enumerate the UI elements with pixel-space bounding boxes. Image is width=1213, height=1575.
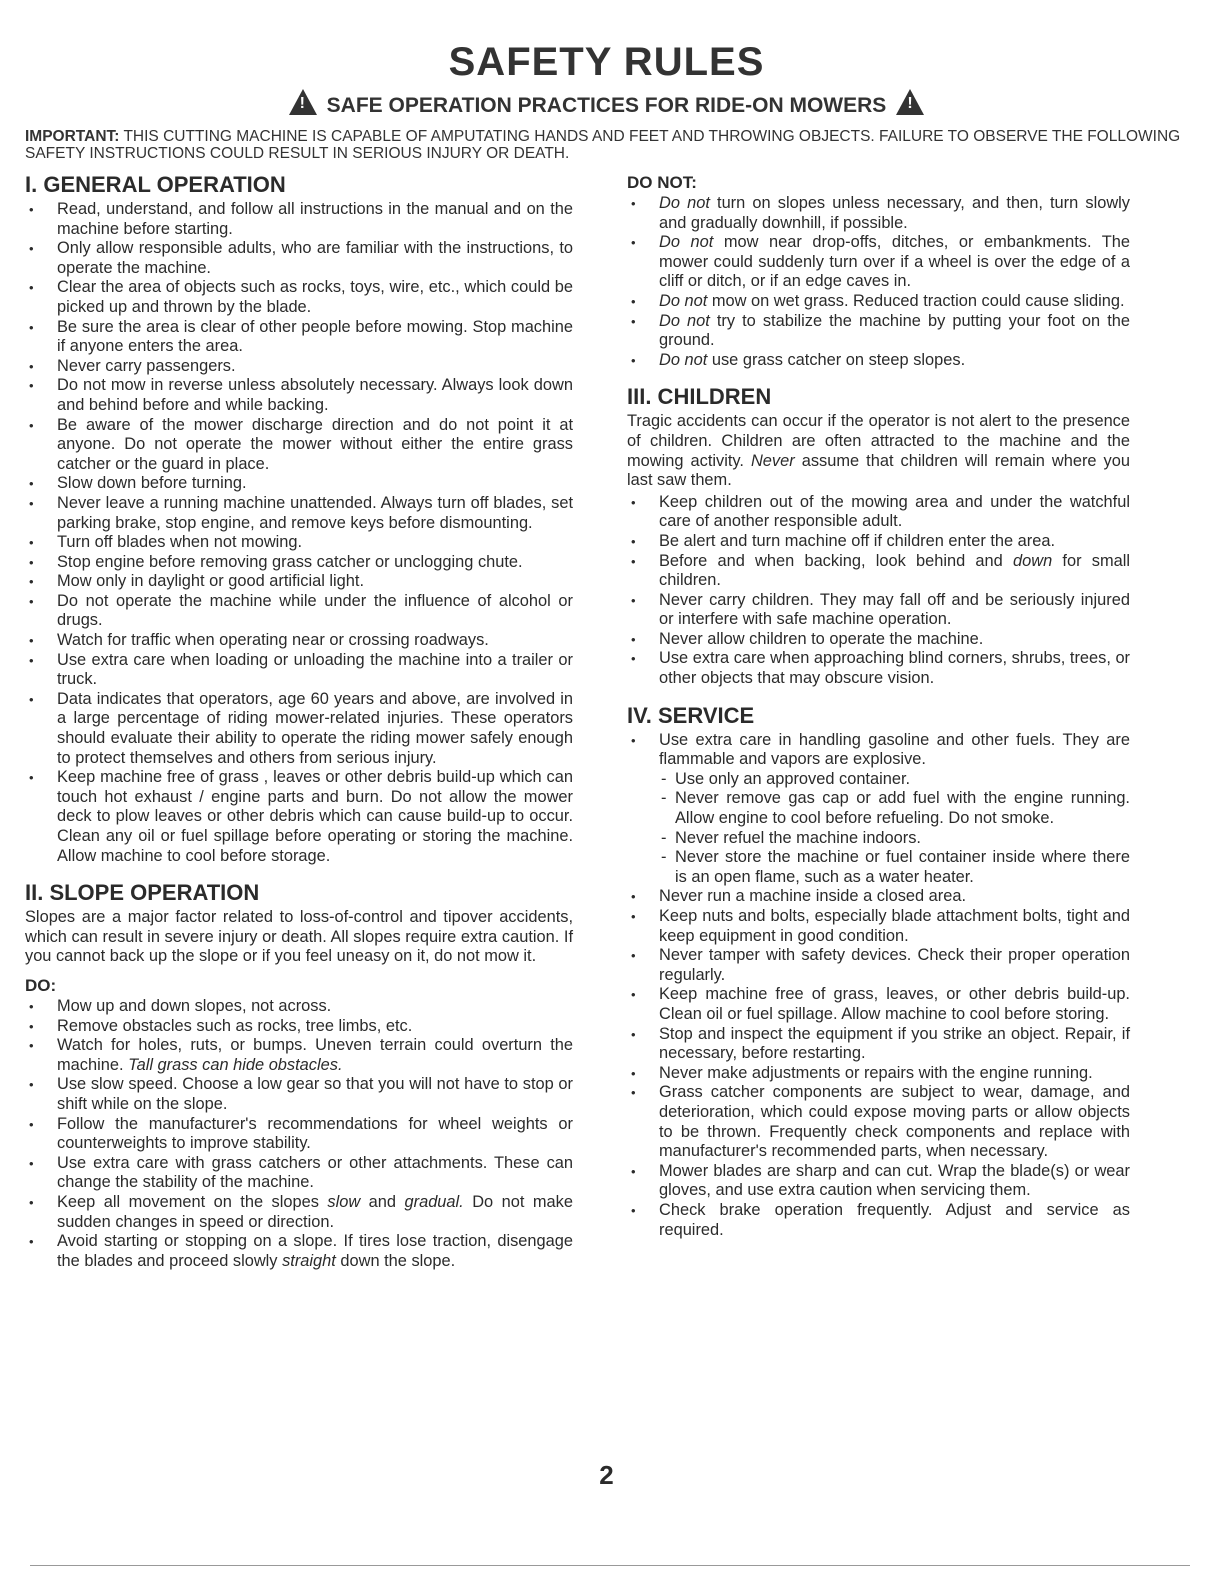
list-item: • Do not operate the machine while under the influence of alcohol or drugs. [25, 592, 573, 631]
service-list-continued [627, 887, 1130, 1240]
important-text: THIS CUTTING MACHINE IS CAPABLE OF AMPUTATING HANDS AND FEET AND THROWING OBJECTS. FAILURE TO OBSERVE THE FOLLOWING SAFETY INSTRUCTIONS COULD RESULT IN SERIOUS INJURY OR DEATH. [25, 128, 1181, 162]
do-heading: DO: [25, 975, 57, 995]
slope-intro: Slopes are a major factor related to loss-of-control and tipover accidents, which can result in severe injury or death. All slopes require extra caution. If you cannot back up the slope or if you feel uneasy on it, do not mow it. [25, 908, 573, 966]
do-not-heading: DO NOT: [627, 173, 697, 192]
sub-list-item: - Never remove gas cap or add fuel with the engine running. Allow engine to cool before refueling. Do not smoke. [627, 789, 1130, 828]
warning-triangle-icon [896, 89, 924, 115]
list-item: • Mow only in daylight or good artificial light. [25, 572, 573, 592]
page-subtitle [0, 89, 1213, 118]
emphasis-text: straight [282, 1251, 336, 1270]
list-item: • Never leave a running machine unattended. Always turn off blades, set parking brake, stop engine, and remove keys before dismounting. [25, 494, 573, 533]
list-item: • Before and when backing, look behind and down for small children. [627, 552, 1130, 591]
list-item: • Stop engine before removing grass catcher or unclogging chute. [25, 553, 573, 573]
fuel-sublist [627, 770, 1130, 888]
list-item: • Keep nuts and bolts, especially blade attachment bolts, tight and keep equipment in good condition. [627, 907, 1130, 946]
sub-list-item: - Never store the machine or fuel container inside where there is an open flame, such as a water heater. [627, 848, 1130, 887]
list-item: • Use extra care when approaching blind corners, shrubs, trees, or other objects that may obscure vision. [627, 649, 1130, 688]
left-column [25, 172, 573, 1271]
emphasis-text: gradual. [404, 1192, 464, 1211]
list-item: • Never run a machine inside a closed area. [627, 887, 1130, 907]
list-item: • Use slow speed. Choose a low gear so that you will not have to stop or shift while on the slope. [25, 1075, 573, 1114]
list-item: • Be sure the area is clear of other people before mowing. Stop machine if anyone enters the area. [25, 318, 573, 357]
list-item: • Use extra care when loading or unloading the machine into a trailer or truck. [25, 651, 573, 690]
list-item: • Never make adjustments or repairs with the engine running. [627, 1064, 1130, 1084]
children-list [627, 493, 1130, 689]
list-item: • Mow up and down slopes, not across. [25, 997, 573, 1017]
list-item: • Check brake operation frequently. Adjust and service as required. [627, 1201, 1130, 1240]
list-item: • Never allow children to operate the machine. [627, 630, 1130, 650]
list-item: • Read, understand, and follow all instructions in the manual and on the machine before starting. [25, 200, 573, 239]
list-item: • Be aware of the mower discharge direction and do not point it at anyone. Do not operate the mower without either the entire grass catcher or the guard in place. [25, 416, 573, 475]
list-item: • Keep machine free of grass, leaves, or other debris build-up. Clean oil or fuel spillage. Allow machine to cool before storing. [627, 985, 1130, 1024]
sub-list-item: - Never refuel the machine indoors. [627, 829, 1130, 849]
sub-list-item: - Use only an approved container. [627, 770, 1130, 790]
subtitle-text: SAFE OPERATION PRACTICES FOR RIDE-ON MOWERS [326, 94, 887, 117]
list-item: • Keep children out of the mowing area and under the watchful care of another responsible adult. [627, 493, 1130, 532]
list-item: • Mower blades are sharp and can cut. Wrap the blade(s) or wear gloves, and use extra caution when servicing them. [627, 1162, 1130, 1201]
do-list [25, 997, 573, 1271]
children-intro: Tragic accidents can occur if the operator is not alert to the presence of children. Children are often attracted to the machine and the mowing activity. Never assume that children will remain where you last saw them. [627, 412, 1130, 490]
list-item: • Do not mow near drop-offs, ditches, or embankments. The mower could suddenly turn over if a wheel is over the edge of a cliff or ditch, or if an edge caves in. [627, 233, 1130, 292]
service-list [627, 731, 1130, 770]
list-item: • Do not turn on slopes unless necessary, and then, turn slowly and gradually downhill, if possible. [627, 194, 1130, 233]
emphasis-text: slow [327, 1192, 361, 1211]
list-item: • Only allow responsible adults, who are familiar with the instructions, to operate the machine. [25, 239, 573, 278]
list-item: • Avoid starting or stopping on a slope. If tires lose traction, disengage the blades and proceed slowly straight down the slope. [25, 1232, 573, 1271]
list-item: • Do not use grass catcher on steep slopes. [627, 351, 1130, 371]
list-item: • Turn off blades when not mowing. [25, 533, 573, 553]
footer-divider [30, 1565, 1190, 1566]
list-item: • Do not mow on wet grass. Reduced traction could cause sliding. [627, 292, 1130, 312]
list-item: • Keep all movement on the slopes slow and gradual. Do not make sudden changes in speed or direction. [25, 1193, 573, 1232]
page-title: SAFETY RULES [448, 40, 765, 84]
children-heading: III. CHILDREN [627, 384, 772, 410]
warning-triangle-icon [289, 89, 317, 115]
list-item: • Remove obstacles such as rocks, tree limbs, etc. [25, 1017, 573, 1037]
emphasis-text: Tall grass can hide obstacles. [128, 1055, 343, 1074]
list-item: • Use extra care with grass catchers or other attachments. These can change the stability of the machine. [25, 1154, 573, 1193]
list-item: • Use extra care in handling gasoline and other fuels. They are flammable and vapors are explosive. [627, 731, 1130, 770]
list-item: • Do not mow in reverse unless absolutely necessary. Always look down and behind before and while backing. [25, 376, 573, 415]
list-item: • Never carry children. They may fall off and be seriously injured or interfere with safe machine operation. [627, 591, 1130, 630]
service-heading: IV. SERVICE [627, 702, 755, 728]
slope-operation-heading: II. SLOPE OPERATION [25, 880, 260, 906]
list-item: • Never tamper with safety devices. Check their proper operation regularly. [627, 946, 1130, 985]
important-label: IMPORTANT: [25, 128, 120, 145]
list-item: • Slow down before turning. [25, 474, 573, 494]
right-column [627, 172, 1130, 1240]
list-item: • Data indicates that operators, age 60 years and above, are involved in a large percentage of riding mower-related injuries. These operators should evaluate their ability to operate the riding mower safely enough to protect themselves and others from serious injury. [25, 690, 573, 768]
general-operation-heading: I. GENERAL OPERATION [25, 172, 286, 197]
important-notice [25, 128, 1190, 162]
list-item: • Grass catcher components are subject to wear, damage, and deterioration, which could expose moving parts or allow objects to be thrown. Frequently check components and replace with manufacturer's recommended parts, when necessary. [627, 1083, 1130, 1161]
list-item: • Keep machine free of grass , leaves or other debris build-up which can touch hot exhaust / engine parts and burn. Do not allow the mower deck to plow leaves or other debris which can cause build-up to occur. Clean any oil or fuel spillage before operating or storing the machine. Allow machine to cool before storage. [25, 768, 573, 866]
general-operation-list [25, 200, 573, 866]
list-item: • Clear the area of objects such as rocks, toys, wire, etc., which could be picked up and thrown by the blade. [25, 278, 573, 317]
list-item: • Be alert and turn machine off if children enter the area. [627, 532, 1130, 552]
list-item: • Never carry passengers. [25, 357, 573, 377]
list-item: • Watch for holes, ruts, or bumps. Uneven terrain could overturn the machine. Tall grass can hide obstacles. [25, 1036, 573, 1075]
list-item: • Follow the manufacturer's recommendations for wheel weights or counterweights to improve stability. [25, 1115, 573, 1154]
list-item: • Watch for traffic when operating near or crossing roadways. [25, 631, 573, 651]
do-not-list [627, 194, 1130, 370]
list-item: • Do not try to stabilize the machine by putting your foot on the ground. [627, 312, 1130, 351]
page-number: 2 [599, 1460, 614, 1490]
list-item: • Stop and inspect the equipment if you strike an object. Repair, if necessary, before restarting. [627, 1025, 1130, 1064]
